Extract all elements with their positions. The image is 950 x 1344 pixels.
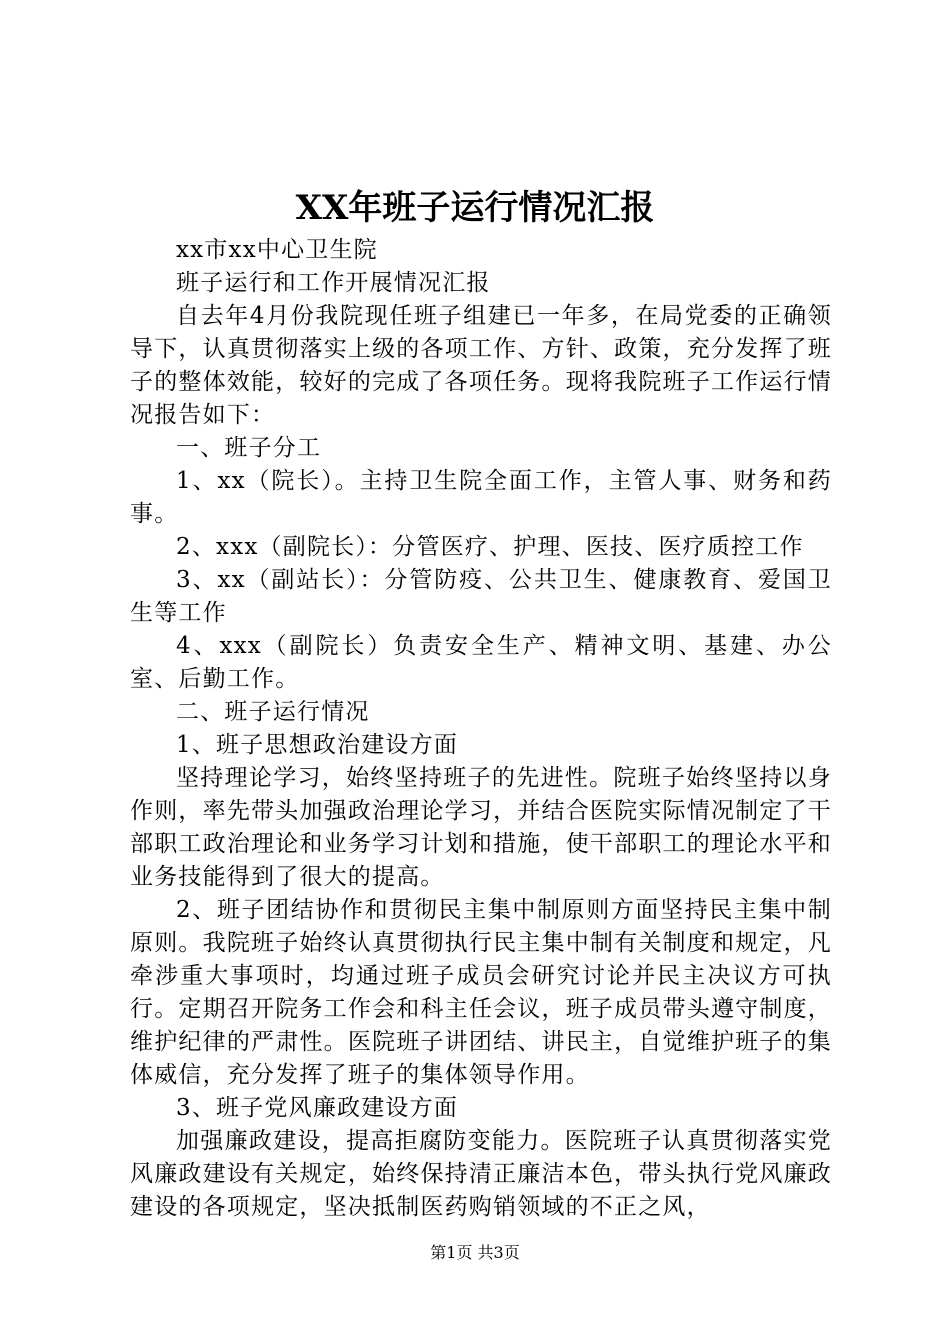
paragraph-ideology: 坚持理论学习，始终坚持班子的先进性。院班子始终坚持以身作则，率先带头加强政治理论学习，并结合医院实际情况制定了干部职工政治理论和业务学习计划和措施，使干部职工的理论水平和业务技能得到了很大的提高。 [130,765,832,890]
section-heading-operation: 二、班子运行情况 [176,699,370,725]
page-footer: 第1页 共3页 [430,1243,520,1262]
list-item-division-2: 2、xxx（副院长）：分管医疗、护理、医技、医疗质控工作 [176,534,804,560]
paragraph-subtitle: 班子运行和工作开展情况汇报 [176,270,491,296]
section-heading-division: 一、班子分工 [176,435,322,461]
document-title: XX年班子运行情况汇报 [295,188,655,228]
list-item-division-3: 3、xx（副站长）：分管防疫、公共卫生、健康教育、爱国卫生等工作 [130,567,832,626]
document-body [130,234,832,1224]
list-item-division-1: 1、xx（院长）。主持卫生院全面工作，主管人事、财务和药事。 [130,468,832,527]
paragraph-unity: 2、班子团结协作和贯彻民主集中制原则方面坚持民主集中制原则。我院班子始终认真贯彻执行民主集中制有关制度和规定，凡牵涉重大事项时，均通过班子成员会研究讨论并民主决议方可执行。定期召开院务工作会和科主任会议，班子成员带头遵守制度，维护纪律的严肃性。医院班子讲团结、讲民主，自觉维护班子的集体威信，充分发挥了班子的集体领导作用。 [130,897,832,1088]
paragraph-organization: xx市xx中心卫生院 [176,237,378,263]
paragraph-integrity: 加强廉政建设，提高拒腐防变能力。医院班子认真贯彻落实党风廉政建设有关规定，始终保持清正廉洁本色，带头执行党风廉政建设的各项规定，坚决抵制医药购销领域的不正之风， [130,1128,832,1220]
subheading-ideology: 1、班子思想政治建设方面 [176,732,459,758]
subheading-integrity: 3、班子党风廉政建设方面 [176,1095,459,1121]
list-item-division-4: 4、xxx（副院长）负责安全生产、精神文明、基建、办公室、后勤工作。 [130,633,832,692]
paragraph-intro: 自去年4月份我院现任班子组建已一年多，在局党委的正确领导下，认真贯彻落实上级的各项工作、方针、政策，充分发挥了班子的整体效能，较好的完成了各项任务。现将我院班子工作运行情况报告如下： [130,303,832,428]
